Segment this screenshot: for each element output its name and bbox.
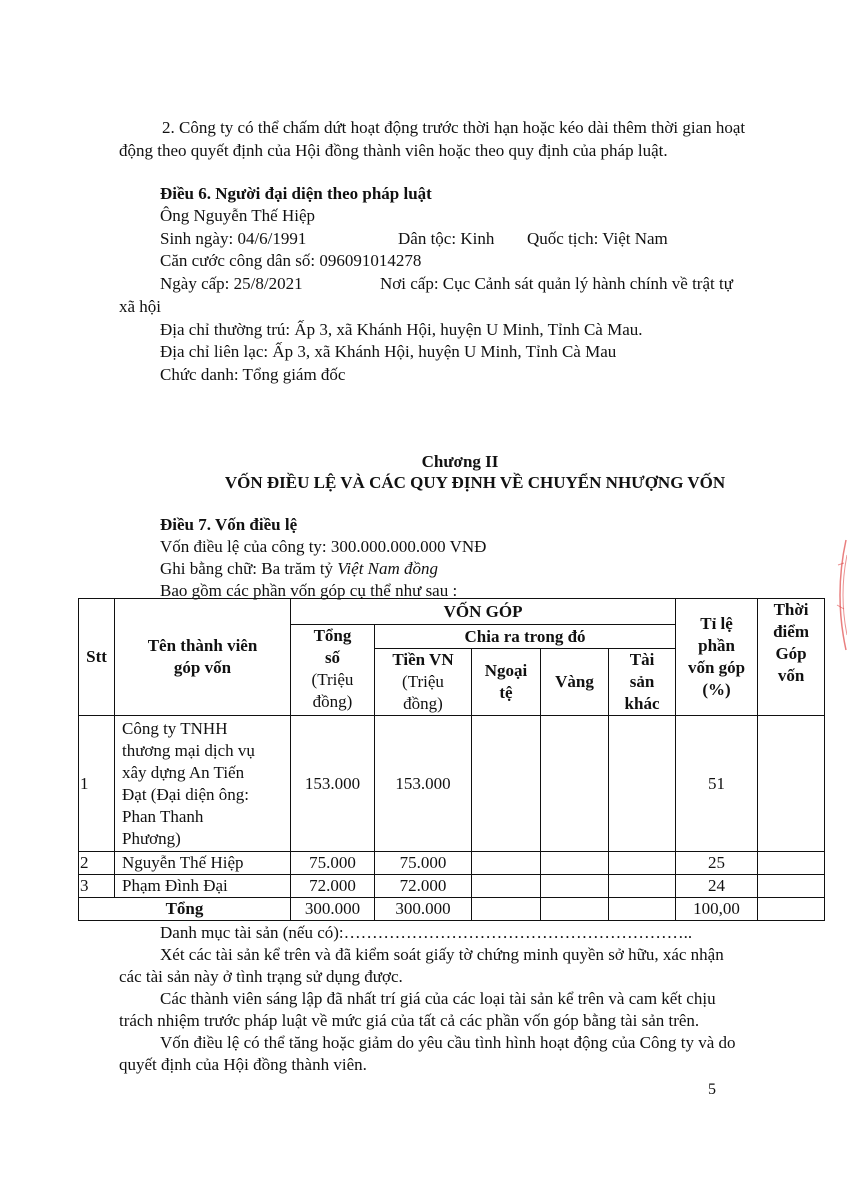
- issue-place-cont: xã hội: [119, 297, 162, 316]
- position: Chức danh: Tổng giám đốc: [160, 365, 346, 384]
- cell-foreign: [472, 852, 541, 875]
- cell-gold: [541, 875, 609, 898]
- capital-in-words-currency: Việt Nam đồng: [337, 559, 439, 578]
- header-vnd-unit: (Triệu: [402, 672, 444, 691]
- cell-other: [609, 875, 676, 898]
- header-other-line: sản: [629, 672, 655, 691]
- citizen-id: Căn cước công dân số: 096091014278: [160, 251, 422, 270]
- capital-in-words-prefix: Ghi bằng chữ: Ba trăm tỷ: [160, 559, 338, 578]
- header-time-line: Thời: [773, 600, 809, 619]
- representative-name: Ông Nguyễn Thế Hiệp: [160, 206, 316, 225]
- header-von-gop: VỐN GÓP: [291, 599, 676, 625]
- assets-para-1-line-2: các tài sản này ở tình trạng sử dụng được.: [119, 967, 403, 986]
- contributions-intro: Bao gồm các phần vốn góp cụ thể như sau :: [160, 581, 458, 600]
- cell-member: Phạm Đình Đại: [115, 875, 291, 898]
- chapter-number: Chương II: [421, 452, 499, 471]
- header-total: [291, 625, 375, 716]
- table-row: [79, 852, 825, 875]
- header-vnd-line: Tiền VN: [392, 650, 454, 669]
- header-foreign-line: tệ: [499, 683, 513, 702]
- header-ratio-line: phần: [698, 636, 735, 655]
- cell-foreign: [472, 898, 541, 921]
- paragraph-2-line-2: động theo quyết định của Hội đồng thành viên hoặc theo quy định của pháp luật.: [119, 141, 668, 160]
- header-other-line: khác: [624, 694, 660, 713]
- cell-ratio: 25: [676, 852, 758, 875]
- table-row: [79, 875, 825, 898]
- header-ratio-line: Tỉ lệ: [700, 614, 733, 633]
- assets-para-1-line-1: Xét các tài sản kể trên và đã kiểm soát giấy tờ chứng minh quyền sở hữu, xác nhận: [160, 945, 724, 964]
- article-6-title: Điều 6. Người đại diện theo pháp luật: [160, 184, 432, 203]
- member-line: Đạt (Đại diện ông:: [122, 784, 249, 804]
- header-stt: Stt: [79, 599, 115, 716]
- cell-vnd: 153.000: [375, 716, 472, 852]
- page-number: 5: [708, 1081, 716, 1098]
- capital-contribution-table: [78, 598, 825, 921]
- header-time-line: Góp: [775, 644, 807, 663]
- table-row: [79, 716, 825, 852]
- capital-in-words: [160, 558, 438, 580]
- issue-date: Ngày cấp: 25/8/2021: [160, 274, 303, 293]
- cell-member: [115, 716, 291, 852]
- header-foreign-currency: [472, 649, 541, 716]
- cell-member: Nguyễn Thế Hiệp: [115, 852, 291, 875]
- cell-other: [609, 852, 676, 875]
- header-total-unit: đồng): [312, 692, 353, 711]
- cell-other: [609, 898, 676, 921]
- header-ratio-line: vốn góp: [687, 658, 746, 677]
- permanent-address: Địa chỉ thường trú: Ấp 3, xã Khánh Hội, huyện U Minh, Tỉnh Cà Mau.: [160, 320, 643, 339]
- header-foreign-line: Ngoại: [484, 661, 528, 680]
- cell-gold: [541, 716, 609, 852]
- stamp-arc-icon: [832, 535, 847, 655]
- cell-total-label: Tổng: [79, 898, 291, 921]
- header-total-line: Tổng: [313, 626, 352, 645]
- member-line: Phương): [122, 828, 181, 848]
- charter-capital: Vốn điều lệ của công ty: 300.000.000.000 VNĐ: [160, 537, 487, 556]
- header-member-line: Tên thành viên: [147, 636, 258, 655]
- cell-stt: 1: [79, 716, 115, 852]
- header-other-line: Tài: [629, 650, 655, 669]
- header-total-line: số: [324, 648, 341, 667]
- cell-foreign: [472, 875, 541, 898]
- cell-vnd: 72.000: [375, 875, 472, 898]
- capital-change-line-2: quyết định của Hội đồng thành viên.: [119, 1055, 367, 1074]
- nationality: Quốc tịch: Việt Nam: [527, 229, 668, 248]
- assets-list-line: Danh mục tài sản (nếu có):……………………………………………………..: [160, 923, 693, 942]
- header-vnd-unit: đồng): [403, 694, 443, 713]
- chapter-title: VỐN ĐIỀU LỆ VÀ CÁC QUY ĐỊNH VỀ CHUYỂN NHƯỢNG VỐN: [224, 473, 726, 492]
- header-ratio-line: (%): [702, 680, 731, 699]
- red-stamp-fragment: [832, 535, 847, 655]
- contact-address: Địa chỉ liên lạc: Ấp 3, xã Khánh Hội, huyện U Minh, Tỉnh Cà Mau: [160, 342, 617, 361]
- issue-place: Nơi cấp: Cục Cảnh sát quản lý hành chính về trật tự: [380, 274, 733, 293]
- member-line: xây dựng An Tiến: [122, 762, 245, 782]
- header-time-line: điểm: [773, 622, 809, 641]
- table-total-row: [79, 898, 825, 921]
- cell-stt: 3: [79, 875, 115, 898]
- header-breakdown: Chia ra trong đó: [375, 625, 676, 649]
- cell-total: 72.000: [291, 875, 375, 898]
- cell-time: [758, 852, 825, 875]
- assets-para-2-line-2: trách nhiệm trước pháp luật về mức giá của tất cả các phần vốn góp bằng tài sản trên.: [119, 1011, 700, 1030]
- cell-total-sum: 300.000: [291, 898, 375, 921]
- assets-para-2-line-1: Các thành viên sáng lập đã nhất trí giá của các loại tài sản kể trên và cam kết chịu: [160, 989, 716, 1008]
- header-gold: Vàng: [541, 649, 609, 716]
- ethnicity: Dân tộc: Kinh: [398, 229, 495, 248]
- cell-foreign: [472, 716, 541, 852]
- member-line: Phan Thanh: [122, 806, 204, 826]
- cell-ratio: 24: [676, 875, 758, 898]
- cell-total: 75.000: [291, 852, 375, 875]
- header-ratio: [676, 599, 758, 716]
- cell-gold: [541, 852, 609, 875]
- table-header-row-1: [79, 599, 825, 625]
- cell-time: [758, 875, 825, 898]
- cell-total-vnd: 300.000: [375, 898, 472, 921]
- header-member-line: góp vốn: [173, 658, 232, 677]
- date-of-birth: Sinh ngày: 04/6/1991: [160, 229, 307, 248]
- header-vnd: [375, 649, 472, 716]
- member-line: Công ty TNHH: [122, 718, 228, 738]
- cell-stt: 2: [79, 852, 115, 875]
- cell-total: 153.000: [291, 716, 375, 852]
- cell-vnd: 75.000: [375, 852, 472, 875]
- header-contribution-time: [758, 599, 825, 716]
- header-time-line: vốn: [777, 666, 805, 685]
- member-line: thương mại dịch vụ: [122, 740, 255, 760]
- paragraph-2-line-1: 2. Công ty có thể chấm dứt hoạt động trước thời hạn hoặc kéo dài thêm thời gian hoạt: [162, 118, 746, 137]
- cell-gold: [541, 898, 609, 921]
- cell-time: [758, 898, 825, 921]
- cell-total-ratio: 100,00: [676, 898, 758, 921]
- header-other-assets: [609, 649, 676, 716]
- header-member: [115, 599, 291, 716]
- cell-time: [758, 716, 825, 852]
- cell-other: [609, 716, 676, 852]
- capital-change-line-1: Vốn điều lệ có thể tăng hoặc giảm do yêu cầu tình hình hoạt động của Công ty và do: [160, 1033, 736, 1052]
- article-7-title: Điều 7. Vốn điều lệ: [160, 515, 298, 534]
- cell-ratio: 51: [676, 716, 758, 852]
- header-total-unit: (Triệu: [311, 670, 354, 689]
